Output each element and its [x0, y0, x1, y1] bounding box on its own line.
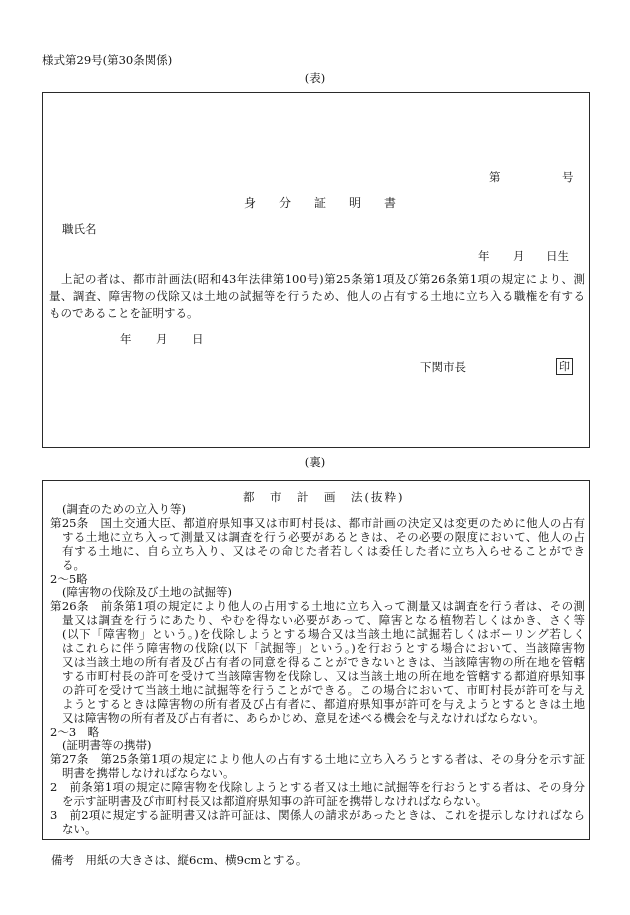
birth-month-label: 月	[513, 249, 525, 263]
article-line: 有する土地に、自ら立ち入り、又はその命じた者若しくは委任した者に立ち入らせることができ	[62, 543, 585, 558]
article-line: 又は障害物の所有者及び占有者に、あらかじめ、意見を述べる機会を与えなければならない。	[62, 710, 545, 725]
statement-line: 上記の者は、都市計画法(昭和43年法律第100号)第25条第1項及び第26条第1項の規定により、測	[61, 272, 585, 286]
law-excerpt	[50, 491, 585, 837]
issuer-name: 下関市長	[420, 360, 466, 374]
back-side-label: (裏)	[304, 455, 326, 469]
law-excerpt-title: 都 市 計 画 法(抜粋)	[243, 490, 405, 504]
issue-year-label: 年	[120, 332, 132, 346]
article-paragraph	[50, 600, 585, 725]
article-line: 量又は調査を行うにあたり、やむを得ない必要があって、障害となる植物若しくはかき、さく等	[62, 613, 585, 628]
article-line: 第25条 国土交通大臣、都道府県知事又は市町村長は、都市計画の決定又は変更のために他人の占有	[50, 515, 585, 530]
article-heading: (障害物の伐除及び土地の試掘等)	[62, 585, 232, 600]
statement-line: 量、調査、障害物の伐除又は土地の試掘等を行うため、他人の占有する土地に立ち入る職権を有する	[49, 289, 585, 303]
article-heading: (調査のための立入り等)	[62, 502, 186, 516]
article-line: 2〜3 略	[50, 724, 100, 739]
certificate-number-prefix: 第	[489, 170, 501, 184]
front-side-label: (表)	[304, 71, 326, 85]
seal-mark: 印	[556, 358, 573, 375]
remarks-note: 備考 用紙の大きさは、縦6cm、横9cmとする。	[51, 853, 308, 867]
article-line: 3 前2項に規定する証明書又は許可証は、関係人の請求があったときは、これを提示しなければなら	[50, 807, 585, 822]
law-excerpt-body	[50, 503, 585, 837]
article-line: (以下「障害物」という。)を伐除しようとする場合又は当該土地に試掘若しくはボーリング若しく	[62, 627, 585, 642]
article-paragraph	[50, 573, 585, 587]
article-line: する市町村長の許可を受けて当該障害物を伐除し、又は当該土地の所在地を管轄する都道府県知事	[62, 668, 585, 683]
excerpt-section	[50, 739, 585, 836]
article-line: 第26条 前条第1項の規定により他人の占用する土地に立ち入って測量又は調査を行う者は、その測	[50, 599, 585, 614]
excerpt-section	[50, 503, 585, 586]
article-line: 明書を携帯しなければならない。	[62, 766, 235, 781]
form-number-label: 様式第29号(第30条関係)	[42, 53, 173, 67]
id-card-front	[42, 92, 590, 448]
article-line: の許可を受けて当該土地に試掘等を行うことができる。この場合において、市町村長が許可を与え	[62, 682, 585, 697]
birth-year-label: 年	[478, 249, 490, 263]
article-line: を示す証明書及び市町村長又は都道府県知事の許可証を携帯しなければならない。	[62, 794, 488, 809]
article-line: 2〜5略	[50, 571, 88, 586]
statement-line: ものであることを証明する。	[49, 306, 199, 320]
article-line: はこれらに伴う障害物の伐除(以下「試掘等」という。)を行おうとする場合において、当該障害物	[62, 641, 585, 656]
article-line: する土地に立ち入って測量又は調査を行う必要があるときは、その必要の限度において、他人の占	[62, 529, 585, 544]
issue-day-label: 日	[192, 332, 204, 346]
article-paragraph	[50, 517, 585, 573]
article-paragraph	[50, 781, 585, 809]
certificate-number-suffix: 号	[562, 170, 574, 184]
article-heading: (証明書等の携帯)	[62, 738, 152, 753]
certification-statement	[49, 271, 585, 322]
article-paragraph	[50, 726, 585, 740]
article-line: 2 前条第1項の規定に障害物を伐除しようとする者又は土地に試掘等を行おうとする者は、その身分	[50, 780, 585, 795]
birth-day-label: 日生	[546, 249, 569, 263]
article-line: ない。	[62, 821, 97, 836]
article-line: ようとするときは障害物の所有者及び占有者に、都道府県知事が許可を与えようとするときは土地	[62, 696, 585, 711]
certificate-title: 身 分 証 明 書	[244, 196, 402, 210]
excerpt-section	[50, 586, 585, 739]
article-paragraph	[50, 753, 585, 781]
article-line: 又は当該土地の所有者及び占有者の同意を得ることができないときは、当該障害物の所在地を管轄	[62, 654, 585, 669]
id-card-back	[42, 480, 590, 840]
issue-month-label: 月	[156, 332, 168, 346]
name-title-label: 職氏名	[62, 222, 97, 236]
article-paragraph	[50, 809, 585, 837]
article-line: る。	[62, 557, 85, 572]
article-line: 第27条 第25条第1項の規定により他人の占有する土地に立ち入ろうとする者は、その身分を示す証	[50, 752, 585, 767]
